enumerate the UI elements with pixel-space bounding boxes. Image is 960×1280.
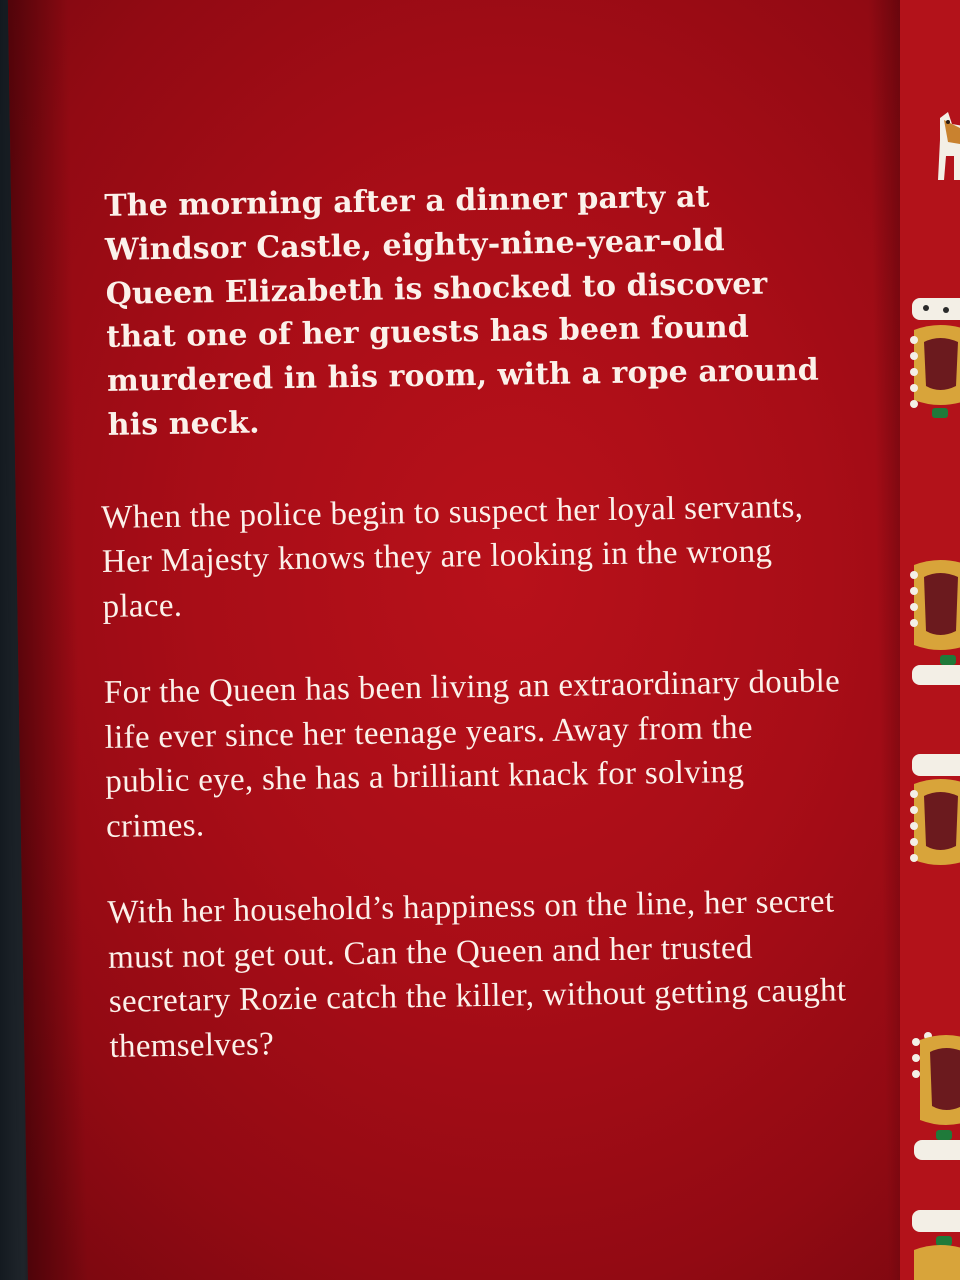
paragraph-police: When the police begin to suspect her loyal servants, Her Majesty knows they are looking in the wrong place. [100,488,804,625]
crown-icon [906,750,960,880]
crown-icon [906,1200,960,1280]
flap-copy [96,173,850,1111]
crown-icon [906,290,960,420]
corgi-icon [930,110,960,190]
paragraph-secret: With her household’s happiness on the line, her secret must not get out. Can the Queen and her trusted secretary Rozie catch the killer, without getting caught themselves? [107,883,847,1065]
crown-icon [906,555,960,685]
paragraph-double-life: For the Queen has been living an extraordinary double life ever since her teenage years. Away from the public eye, she has a brilliant knack for solving crimes. [103,663,841,845]
lead-paragraph: The morning after a dinner party at Windsor Castle, eighty-nine-year-old Queen Elizabeth is shocked to discover that one of her guests has been found murdered in his room, with a rope around his neck. [104,179,820,443]
cover-pattern-strip [900,0,960,1280]
crown-icon [906,1030,960,1160]
